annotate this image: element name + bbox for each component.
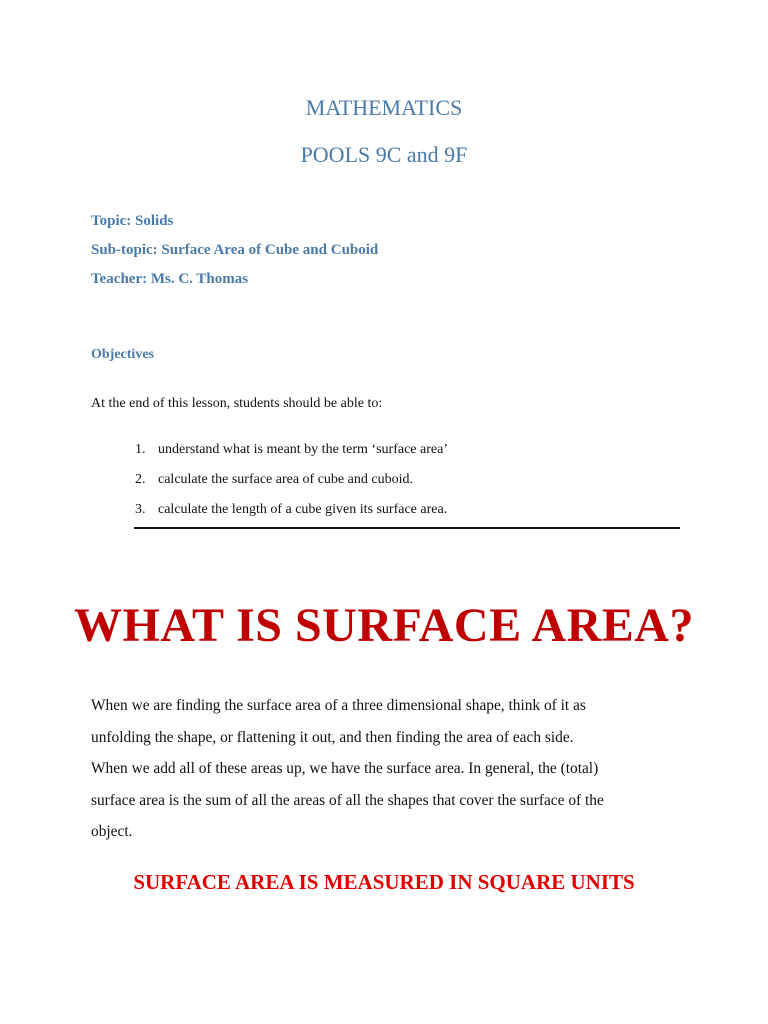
teacher-line: Teacher: Ms. C. Thomas [91,271,249,287]
paragraph-line: object. [91,823,133,840]
objective-text: understand what is meant by the term ‘surface area’ [158,442,448,457]
objective-item-2 [135,471,448,501]
objectives-intro: At the end of this lesson, students should be able to: [91,396,383,411]
paragraph-line: When we are finding the surface area of a three dimensional shape, think of it as [91,697,586,714]
objective-number: 2. [135,472,146,487]
objective-number: 3. [135,502,146,517]
objective-text: calculate the surface area of cube and cuboid. [158,472,413,487]
objective-item-1 [135,441,448,471]
objectives-heading: Objectives [91,347,154,362]
subtopic-line: Sub-topic: Surface Area of Cube and Cuboid [91,242,379,258]
subject-title: MATHEMATICS [305,95,463,120]
paragraph-line: When we add all of these areas up, we have the surface area. In general, the (total) [91,760,599,777]
paragraph-line: surface area is the sum of all the areas of all the shapes that cover the surface of the [91,791,604,809]
paragraph-line: unfolding the shape, or flattening it out, and then finding the area of each side. [91,728,574,746]
objectives-list [135,441,448,531]
section-paragraph [91,690,691,848]
pools-title: POOLS 9C and 9F [300,142,468,167]
section-heading: WHAT IS SURFACE AREA? [74,599,694,652]
objective-number: 1. [135,442,146,457]
topic-line: Topic: Solids [91,213,174,229]
objective-text: calculate the length of a cube given its surface area. [158,502,448,517]
horizontal-divider [134,527,680,529]
emphasis-heading: SURFACE AREA IS MEASURED IN SQUARE UNITS [133,870,635,894]
